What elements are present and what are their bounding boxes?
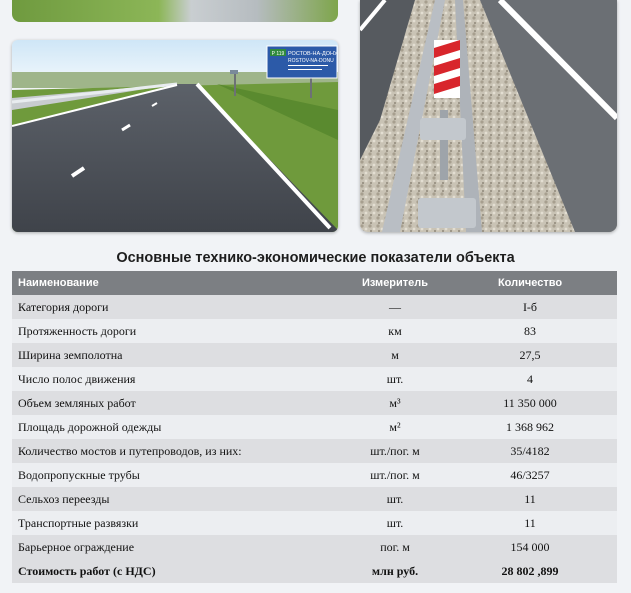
row-value: 35/4182 (510, 444, 550, 458)
table-row (12, 391, 617, 415)
header-unit: Измеритель (361, 277, 429, 289)
table-row (12, 295, 617, 319)
table-row (12, 487, 617, 511)
road-sign-route: Р 119 (271, 51, 285, 57)
row-unit: шт. (386, 372, 404, 386)
row-value: 4 (527, 372, 533, 386)
row-name: Водопропускные трубы (18, 468, 140, 482)
row-value: 11 (524, 492, 536, 506)
table-row (12, 367, 617, 391)
row-name: Сельхоз переезды (18, 492, 110, 506)
table-row (12, 463, 617, 487)
table-row (12, 343, 617, 367)
table-row (12, 319, 617, 343)
row-name: Объем земляных работ (18, 396, 136, 410)
table-row (12, 439, 617, 463)
row-value: 46/3257 (510, 468, 550, 482)
table-header-row (12, 271, 617, 295)
row-unit: шт. (386, 492, 404, 506)
row-unit: шт./пог. м (370, 468, 420, 482)
table-row (12, 511, 617, 535)
row-name: Количество мостов и путепроводов, из них: (18, 444, 242, 458)
row-value: 27,5 (519, 348, 541, 362)
road-sign-city-ru: РОСТОВ-НА-ДОНУ (288, 51, 338, 57)
row-name: Барьерное ограждение (18, 540, 135, 554)
road-sign-city-en: ROSTOV-NA-DONU (288, 58, 334, 64)
row-unit: м (391, 348, 399, 362)
row-unit: шт. (386, 516, 404, 530)
barrier-photo (360, 0, 617, 232)
row-unit: км (388, 324, 402, 338)
row-unit: пог. м (380, 540, 410, 554)
row-value: 83 (524, 324, 536, 338)
table-row (12, 415, 617, 439)
header-name: Наименование (18, 277, 99, 289)
row-unit: шт./пог. м (370, 444, 420, 458)
indicators-table (12, 271, 617, 583)
row-value: 1 368 962 (506, 420, 554, 434)
row-name: Число полос движения (18, 372, 136, 386)
row-name: Площадь дорожной одежды (18, 420, 162, 434)
total-name: Стоимость работ (с НДС) (18, 564, 156, 578)
row-unit: м² (389, 420, 401, 434)
row-name: Ширина земполотна (18, 348, 123, 362)
table-row (12, 535, 617, 559)
row-value: 11 (524, 516, 536, 530)
row-unit: — (389, 300, 401, 314)
row-value: I-б (522, 300, 538, 314)
row-unit: м³ (389, 396, 401, 410)
row-value: 11 350 000 (503, 396, 557, 410)
header-quantity: Количество (497, 277, 563, 289)
table-total-row (12, 559, 617, 583)
row-name: Протяженность дороги (18, 324, 137, 338)
row-value: 154 000 (510, 540, 550, 554)
highway-photo (12, 40, 338, 232)
table-title: Основные технико-экономические показатели объекта (116, 250, 515, 266)
total-value: 28 802 ,899 (501, 564, 559, 578)
top-left-photo (12, 0, 338, 22)
total-unit: млн руб. (371, 564, 419, 578)
row-name: Транспортные развязки (18, 516, 139, 530)
row-name: Категория дороги (18, 300, 109, 314)
